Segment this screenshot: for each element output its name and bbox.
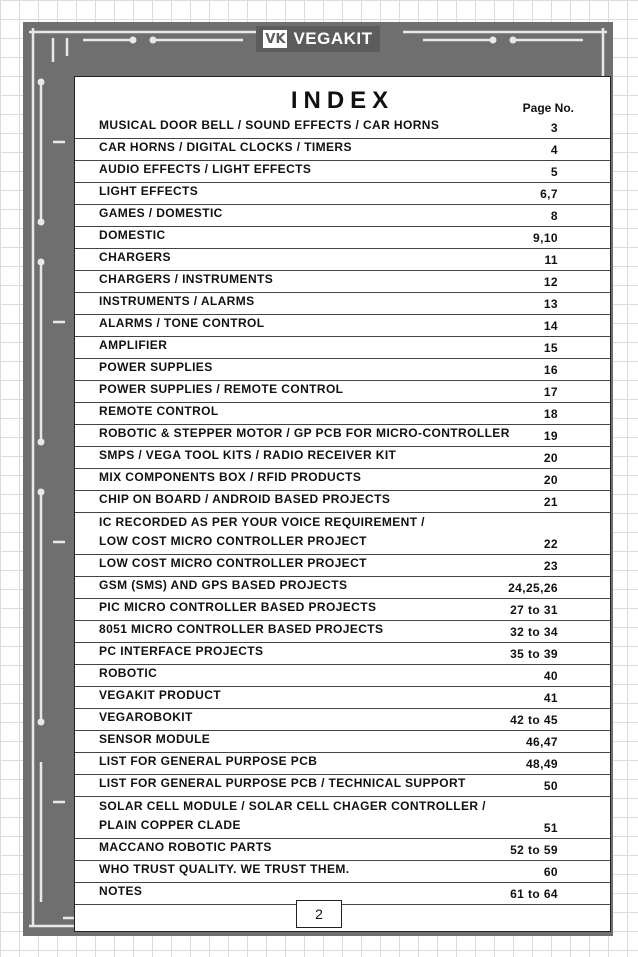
index-entry-title: SMPS / VEGA TOOL KITS / RADIO RECEIVER KIT <box>99 448 397 462</box>
index-row <box>75 403 610 425</box>
index-row <box>75 883 610 905</box>
index-row <box>75 337 610 359</box>
index-row <box>75 293 610 315</box>
index-entry-title: GSM (SMS) AND GPS BASED PROJECTS <box>99 578 348 592</box>
index-entry-title: VEGAROBOKIT <box>99 710 193 724</box>
index-row <box>75 861 610 883</box>
index-entry-page: 3 <box>550 121 558 135</box>
index-row <box>75 599 610 621</box>
index-entry-page: 15 <box>543 341 558 355</box>
index-entry-page: 52 to 59 <box>510 843 558 857</box>
index-row <box>75 227 610 249</box>
index-entry-page: 17 <box>543 385 558 399</box>
index-entry-title: INSTRUMENTS / ALARMS <box>99 294 255 308</box>
index-entry-page: 9,10 <box>533 231 558 245</box>
index-row <box>75 839 610 861</box>
index-entry-page: 51 <box>543 821 558 835</box>
index-row <box>75 513 610 555</box>
index-entry-page: 35 to 39 <box>510 647 558 661</box>
index-row <box>75 621 610 643</box>
index-entry-page: 60 <box>543 865 558 879</box>
index-entry-page: 40 <box>543 669 558 683</box>
index-row <box>75 665 610 687</box>
index-entry-title: AUDIO EFFECTS / LIGHT EFFECTS <box>99 162 312 176</box>
index-row <box>75 183 610 205</box>
index-entry-page: 20 <box>543 451 558 465</box>
index-entry-title: CAR HORNS / DIGITAL CLOCKS / TIMERS <box>99 140 352 154</box>
index-entry-title: PIC MICRO CONTROLLER BASED PROJECTS <box>99 600 377 614</box>
index-entry-title: WHO TRUST QUALITY. WE TRUST THEM. <box>99 862 350 876</box>
index-list <box>75 117 610 905</box>
index-entry-title: LIGHT EFFECTS <box>99 184 199 198</box>
index-row <box>75 687 610 709</box>
index-row <box>75 491 610 513</box>
index-entry-page: 20 <box>543 473 558 487</box>
index-entry-title: CHARGERS <box>99 250 171 264</box>
index-entry-title: DOMESTIC <box>99 228 166 242</box>
index-entry-title: POWER SUPPLIES <box>99 360 213 374</box>
index-entry-title: NOTES <box>99 884 143 898</box>
index-row <box>75 205 610 227</box>
index-entry-title: ROBOTIC & STEPPER MOTOR / GP PCB FOR MICRO-CONTROLLER <box>99 426 510 440</box>
index-entry-title: CHARGERS / INSTRUMENTS <box>99 272 274 286</box>
index-row <box>75 469 610 491</box>
index-entry-title: MACCANO ROBOTIC PARTS <box>99 840 272 854</box>
page-number: 2 <box>296 900 342 928</box>
index-entry-title: 8051 MICRO CONTROLLER BASED PROJECTS <box>99 622 384 636</box>
index-row <box>75 555 610 577</box>
index-title: INDEX <box>290 87 395 114</box>
index-entry-page: 46,47 <box>525 735 558 749</box>
index-row <box>75 425 610 447</box>
index-row <box>75 117 610 139</box>
index-entry-title: LIST FOR GENERAL PURPOSE PCB / TECHNICAL SUPPORT <box>99 776 466 790</box>
index-entry-page: 12 <box>543 275 558 289</box>
index-row <box>75 731 610 753</box>
index-entry-page: 61 to 64 <box>510 887 558 901</box>
index-entry-title: PC INTERFACE PROJECTS <box>99 644 264 658</box>
index-row <box>75 315 610 337</box>
index-row <box>75 447 610 469</box>
index-entry-title: MIX COMPONENTS BOX / RFID PRODUCTS <box>99 470 362 484</box>
index-entry-title: AMPLIFIER <box>99 338 168 352</box>
index-entry-page: 42 to 45 <box>510 713 558 727</box>
index-entry-page: 32 to 34 <box>510 625 558 639</box>
index-entry-page: 4 <box>550 143 558 157</box>
index-row <box>75 709 610 731</box>
index-entry-title: ALARMS / TONE CONTROL <box>99 316 265 330</box>
index-entry-page: 16 <box>543 363 558 377</box>
brand-name: VEGAKIT <box>293 29 373 48</box>
index-entry-page: 27 to 31 <box>510 603 558 617</box>
index-row <box>75 161 610 183</box>
index-entry-page: 21 <box>543 495 558 509</box>
index-row <box>75 753 610 775</box>
index-entry-title: GAMES / DOMESTIC <box>99 206 223 220</box>
index-row <box>75 139 610 161</box>
index-entry-title: SENSOR MODULE <box>99 732 211 746</box>
page-no-header: Page No. <box>522 101 574 115</box>
index-entry-page: 5 <box>550 165 558 179</box>
index-entry-title: POWER SUPPLIES / REMOTE CONTROL <box>99 382 344 396</box>
index-entry-page: 41 <box>543 691 558 705</box>
index-panel <box>74 76 611 932</box>
index-entry-title: MUSICAL DOOR BELL / SOUND EFFECTS / CAR HORNS <box>99 118 440 132</box>
index-row <box>75 577 610 599</box>
index-entry-title: IC RECORDED AS PER YOUR VOICE REQUIREMENT / LOW COST MICRO CONTROLLER PROJECT <box>99 515 425 548</box>
index-row <box>75 775 610 797</box>
index-entry-page: 18 <box>543 407 558 421</box>
index-entry-page: 14 <box>543 319 558 333</box>
index-row <box>75 249 610 271</box>
index-entry-page: 11 <box>544 253 558 267</box>
index-entry-title: LOW COST MICRO CONTROLLER PROJECT <box>99 556 367 570</box>
index-entry-page: 8 <box>550 209 558 223</box>
index-entry-title: LIST FOR GENERAL PURPOSE PCB <box>99 754 318 768</box>
index-row <box>75 381 610 403</box>
index-entry-page: 50 <box>543 779 558 793</box>
index-entry-title: CHIP ON BOARD / ANDROID BASED PROJECTS <box>99 492 391 506</box>
index-entry-title: VEGAKIT PRODUCT <box>99 688 222 702</box>
index-row <box>75 797 610 839</box>
index-row <box>75 271 610 293</box>
index-entry-page: 6,7 <box>540 187 558 201</box>
logo-mark: VK <box>265 31 286 47</box>
index-entry-page: 13 <box>543 297 558 311</box>
index-entry-title: SOLAR CELL MODULE / SOLAR CELL CHAGER CONTROLLER / PLAIN COPPER CLADE <box>99 799 486 832</box>
index-entry-page: 23 <box>543 559 558 573</box>
index-entry-page: 19 <box>543 429 558 443</box>
index-entry-page: 24,25,26 <box>508 581 558 595</box>
index-entry-page: 22 <box>543 537 558 551</box>
index-entry-page: 48,49 <box>525 757 558 771</box>
index-entry-title: ROBOTIC <box>99 666 158 680</box>
index-row <box>75 643 610 665</box>
index-row <box>75 359 610 381</box>
vegakit-logo <box>256 26 380 52</box>
index-entry-title: REMOTE CONTROL <box>99 404 219 418</box>
